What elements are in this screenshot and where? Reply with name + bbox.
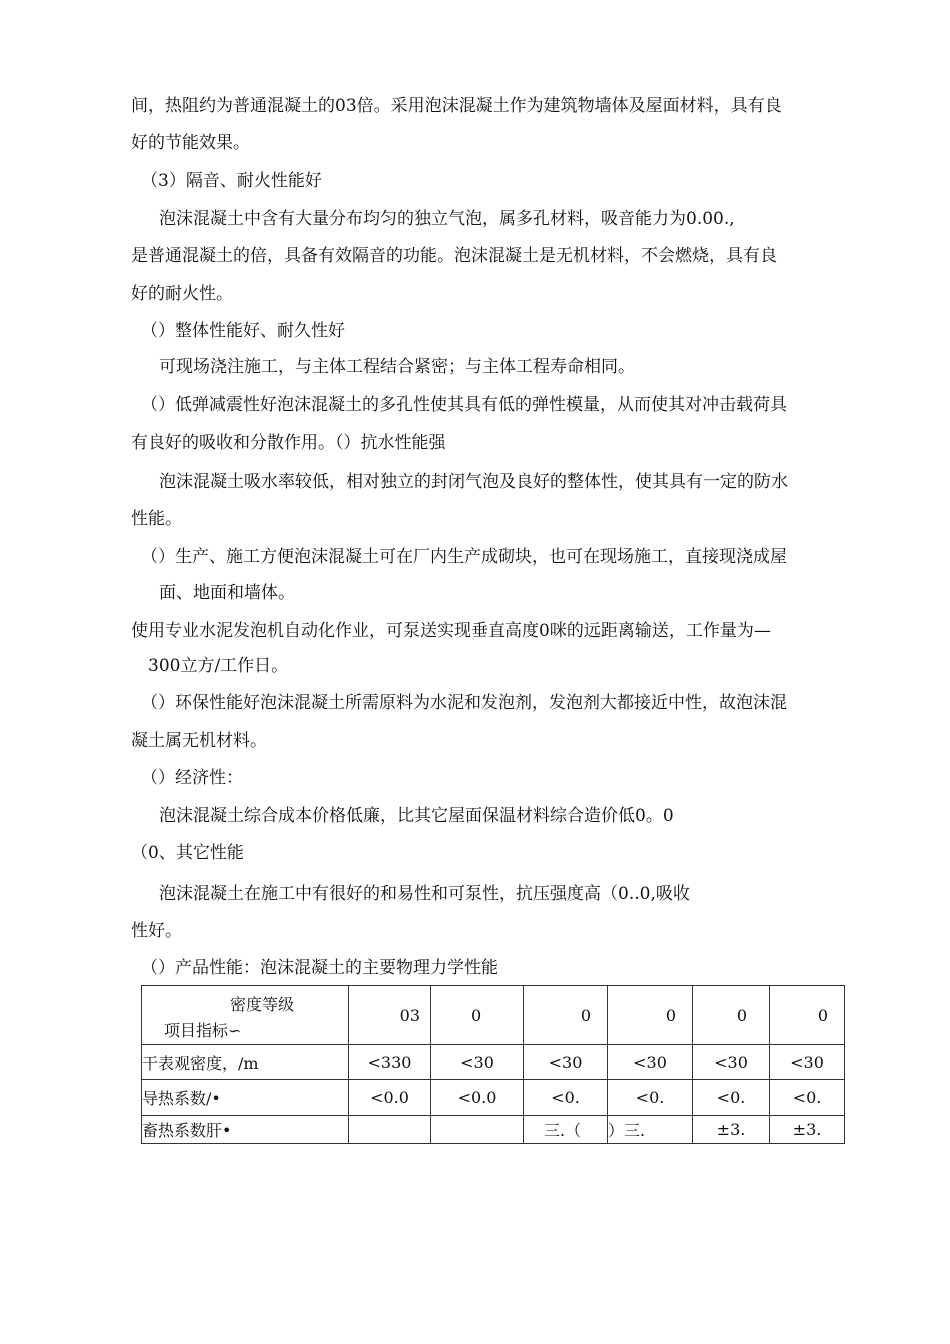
row-label: 畜热系数肝• (142, 1116, 349, 1144)
grade-header-cell: 0 (770, 986, 845, 1045)
grade-header-cell: 0 (608, 986, 693, 1045)
table-cell (349, 1116, 431, 1144)
paragraph-line: 可现场浇注施工，与主体工程结合紧密；与主体工程寿命相同。 (159, 357, 635, 377)
paragraph-line: 使用专业水泥发泡机自动化作业，可泵送实现垂直高度0咪的远距离输送，工作量为— (131, 621, 771, 641)
paragraph-line: 性能。 (131, 509, 182, 529)
table-cell: <0. (693, 1080, 770, 1116)
paragraph-line: 好的耐火性。 (131, 284, 233, 304)
paragraph-line: （）环保性能好泡沫混凝土所需原料为水泥和发泡剂，发泡剂大都接近中性，故泡沫混 (141, 693, 787, 713)
table-cell (431, 1116, 524, 1144)
density-grade-header: 密度等级 (230, 995, 295, 1014)
table-cell: <0.0 (431, 1080, 524, 1116)
table-cell: <30 (693, 1045, 770, 1080)
paragraph-line: 有良好的吸收和分散作用。（）抗水性能强 (131, 433, 446, 453)
table-corner-header (142, 986, 349, 1045)
paragraph-line: 泡沫混凝土在施工中有很好的和易性和可泵性，抗压强度高（0..0,吸收 (159, 884, 690, 904)
paragraph-line: （）生产、施工方便泡沫混凝土可在厂内生产成砌块，也可在现场施工，直接现浇成屋 (141, 547, 787, 567)
grade-header-cell: 03 (349, 986, 431, 1045)
paragraph-line: 性好。 (131, 921, 182, 941)
table-caption: （）产品性能：泡沫混凝土的主要物理力学性能 (141, 958, 498, 978)
paragraph-line: 间，热阻约为普通混凝土的03倍。采用泡沫混凝土作为建筑物墙体及屋面材料，具有良 (131, 96, 782, 116)
grade-header-cell: 0 (693, 986, 770, 1045)
table-cell: <0. (608, 1080, 693, 1116)
paragraph-line: 是普通混凝土的倍，具备有效隔音的功能。泡沫混凝土是无机材料，不会燃烧，具有良 (131, 246, 777, 266)
item-index-header: 项目指标∽ (164, 1021, 242, 1040)
table-header-row (142, 986, 845, 1045)
row-label: 干表观密度，/m (142, 1045, 349, 1080)
section-heading: （）整体性能好、耐久性好 (141, 321, 345, 341)
paragraph-line: 泡沫混凝土吸水率较低，相对独立的封闭气泡及良好的整体性，使其具有一定的防水 (159, 472, 788, 492)
section-heading: （）经济性： (141, 768, 243, 788)
paragraph-line: 300立方/工作日。 (148, 656, 289, 676)
section-heading: （0、其它性能 (131, 843, 244, 863)
table-cell: <30 (608, 1045, 693, 1080)
table-cell: <30 (524, 1045, 608, 1080)
row-label: 导热系数/• (142, 1080, 349, 1116)
paragraph-line: 凝土属无机材料。 (131, 731, 267, 751)
paragraph-line: 泡沫混凝土中含有大量分布均匀的独立气泡，属多孔材料，吸音能力为0.00., (159, 209, 735, 229)
properties-table (141, 985, 845, 1144)
table-cell: <0. (524, 1080, 608, 1116)
paragraph-line: 面、地面和墙体。 (159, 583, 295, 603)
paragraph-line: 好的节能效果。 (131, 133, 250, 153)
section-heading: （3）隔音、耐火性能好 (141, 171, 322, 191)
table-cell: <330 (349, 1045, 431, 1080)
table-cell: ±3. (693, 1116, 770, 1144)
table-cell: <30 (431, 1045, 524, 1080)
grade-header-cell: 0 (431, 986, 524, 1045)
table-row (142, 1045, 845, 1080)
grade-header-cell: 0 (524, 986, 608, 1045)
table-cell: 三.（ (524, 1116, 608, 1144)
table-cell: <0.0 (349, 1080, 431, 1116)
table-row (142, 1080, 845, 1116)
paragraph-line: 泡沫混凝土综合成本价格低廉，比其它屋面保温材料综合造价低0。0 (159, 806, 674, 826)
table-row (142, 1116, 845, 1144)
paragraph-line: （）低弹减震性好泡沫混凝土的多孔性使其具有低的弹性模量，从而使其对冲击载荷具 (141, 395, 787, 415)
table-cell: <30 (770, 1045, 845, 1080)
table-cell: ±3. (770, 1116, 845, 1144)
table-cell: ）三. (608, 1116, 693, 1144)
table-cell: <0. (770, 1080, 845, 1116)
